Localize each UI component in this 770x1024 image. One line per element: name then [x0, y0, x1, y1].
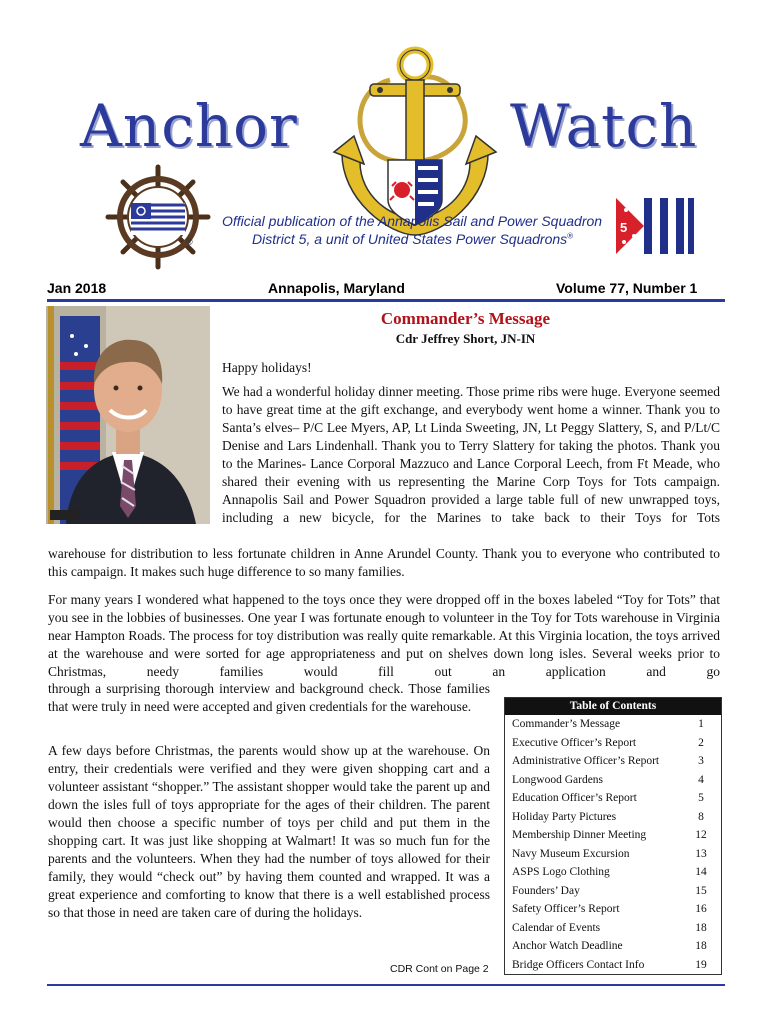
toc-item — [505, 863, 721, 882]
issue-location: Annapolis, Maryland — [268, 280, 405, 296]
toc-item — [505, 715, 721, 734]
table-of-contents — [504, 697, 722, 975]
toc-item — [505, 900, 721, 919]
toc-item-page: 1 — [698, 718, 704, 730]
toc-item — [505, 937, 721, 956]
toc-item-title: Administrative Officer’s Report — [512, 755, 660, 767]
toc-item-page: 5 — [698, 792, 704, 804]
toc-item-page: 14 — [695, 866, 707, 878]
toc-item-page: 2 — [698, 736, 704, 749]
toc-item-title: Executive Officer’s Report — [512, 736, 637, 749]
toc-item-title: Bridge Officers Contact Info — [512, 958, 645, 971]
article-paragraph-2: For many years I wondered what happened to the toys once they were dropped off in the boxes labeled “Toy for Tots” that you see in the lobbies of businesses. One year I was fortunate enough to volunteer in the Toy for Tots warehouse in Virginia near Hampton Roads. The process for toy distribution was really quite remarkable. At this Virginia location, the toys arrived at the warehouse and were sorted for age appropriateness and put on shelves down long isles. Several weeks prior to Christmas, needy families would fill out an application and go — [48, 592, 720, 679]
toc-item-page: 13 — [695, 847, 707, 860]
commander-portrait — [46, 306, 210, 524]
article-paragraph-1-continued: warehouse for distribution to less fortunate children in Anne Arundel County. Thank you to everyone who contributed to this campaign. It makes such huge difference to so many families. — [48, 546, 720, 579]
toc-item — [505, 808, 721, 827]
toc-item-page: 18 — [695, 921, 707, 934]
toc-item-page: 3 — [698, 755, 704, 767]
registered-mark: ® — [567, 231, 574, 241]
toc-item-title: Navy Museum Excursion — [512, 847, 630, 860]
toc-item-page: 19 — [695, 958, 707, 971]
footer-rule — [47, 984, 725, 986]
toc-item-title: Founders’ Day — [512, 884, 580, 897]
article-paragraph-1: We had a wonderful holiday dinner meeting. Those prime ribs were huge. Everyone seemed to have great time at the gift exchange, and everybody went home a winner. Thank you to Santa’s elves– P/C Lee Myers, AP, Lt Linda Sweeting, JN, Lt Peggy Slattery, S, and P/Lt/C Denise and Lars Lindenhall. Thank you to Terry Slattery for taking the photos. Thank you to the Marines- Lance Corporal Mazzuco and Lance Corporal Leech, from Ft Meade, who shared their evening with us representing the Marine Corp Toys for Tots campaign. Annapolis Sail and Power Squadron provided a large table full of new unwrapped toys, including a new bicycle, for the Marines to take back to their Toys for Tots — [222, 384, 720, 525]
portrait-illustration — [46, 306, 210, 524]
continued-notice: CDR Cont on Page 2 — [390, 963, 489, 975]
article-title: Commander’s Message — [380, 309, 551, 328]
toc-item-page: 16 — [695, 903, 707, 915]
article-paragraph-3: A few days before Christmas, the parents would show up at the warehouse. On entry, their credentials were verified and they were given shopping cart and a volunteer assistant “shopper.” The assistant shopper would take the parent up and down the isles full of toys appropriate for the ages of their children. The parent would then choose a specific number of toys per child and put them in the shopping cart. It was just like shopping at Walmart! It was so much fun for the parents and the volunteers. When they had the number of toys allowed for their family, they would “check out” by having them counted and wrapped. It was a great experience and comforting to know that there is a well established process so that those in need are taken care of during the holidays. — [48, 743, 490, 920]
toc-item — [505, 771, 721, 790]
toc-item-title: Safety Officer’s Report — [512, 903, 620, 915]
toc-item-page: 12 — [695, 829, 707, 841]
toc-item — [505, 734, 721, 753]
article-byline: Cdr Jeffrey Short, JN-IN — [395, 331, 536, 346]
toc-item-title: Holiday Party Pictures — [512, 810, 617, 823]
toc-item-page: 15 — [695, 884, 707, 897]
toc-item-page: 18 — [695, 940, 707, 952]
anchor-emblem-icon — [330, 40, 500, 240]
masthead-title-right: Watch — [510, 92, 698, 160]
toc-item-title: ASPS Logo Clothing — [512, 866, 610, 878]
issue-date: Jan 2018 — [47, 280, 107, 296]
toc-item-title: Calendar of Events — [512, 921, 601, 934]
toc-item-title: Longwood Gardens — [512, 773, 604, 786]
toc-item-title: Education Officer’s Report — [512, 792, 637, 804]
toc-item-title: Membership Dinner Meeting — [512, 829, 647, 841]
registered-mark-wheel: ® — [186, 237, 193, 247]
header-rule — [47, 299, 725, 302]
toc-item-page: 4 — [698, 773, 704, 786]
toc-item — [505, 752, 721, 771]
article-greeting: Happy holidays! — [222, 360, 312, 375]
toc-header: Table of Contents — [505, 698, 721, 715]
toc-item — [505, 826, 721, 845]
publication-line-1: Official publication of the Annapolis Sail and Power Squadron — [222, 213, 603, 229]
ships-wheel-icon — [103, 163, 213, 271]
publication-line-2 — [252, 231, 573, 247]
toc-item — [505, 882, 721, 901]
district-number: 5 — [620, 220, 628, 235]
article-paragraph-2-continued: through a surprising thorough interview and background check. Those families that were truly in need were accepted and given credentials for the warehouse. — [48, 681, 490, 714]
toc-item — [505, 919, 721, 938]
toc-item — [505, 845, 721, 864]
toc-item-title: Commander’s Message — [512, 718, 621, 730]
toc-item — [505, 956, 721, 975]
issue-volume: Volume 77, Number 1 — [556, 280, 698, 296]
toc-item-title: Anchor Watch Deadline — [512, 940, 623, 952]
masthead-title-left: Anchor — [80, 92, 298, 160]
publication-line-2-text: District 5, a unit of United States Power Squadrons — [252, 231, 568, 247]
toc-item-page: 8 — [698, 810, 704, 823]
toc-item — [505, 789, 721, 808]
